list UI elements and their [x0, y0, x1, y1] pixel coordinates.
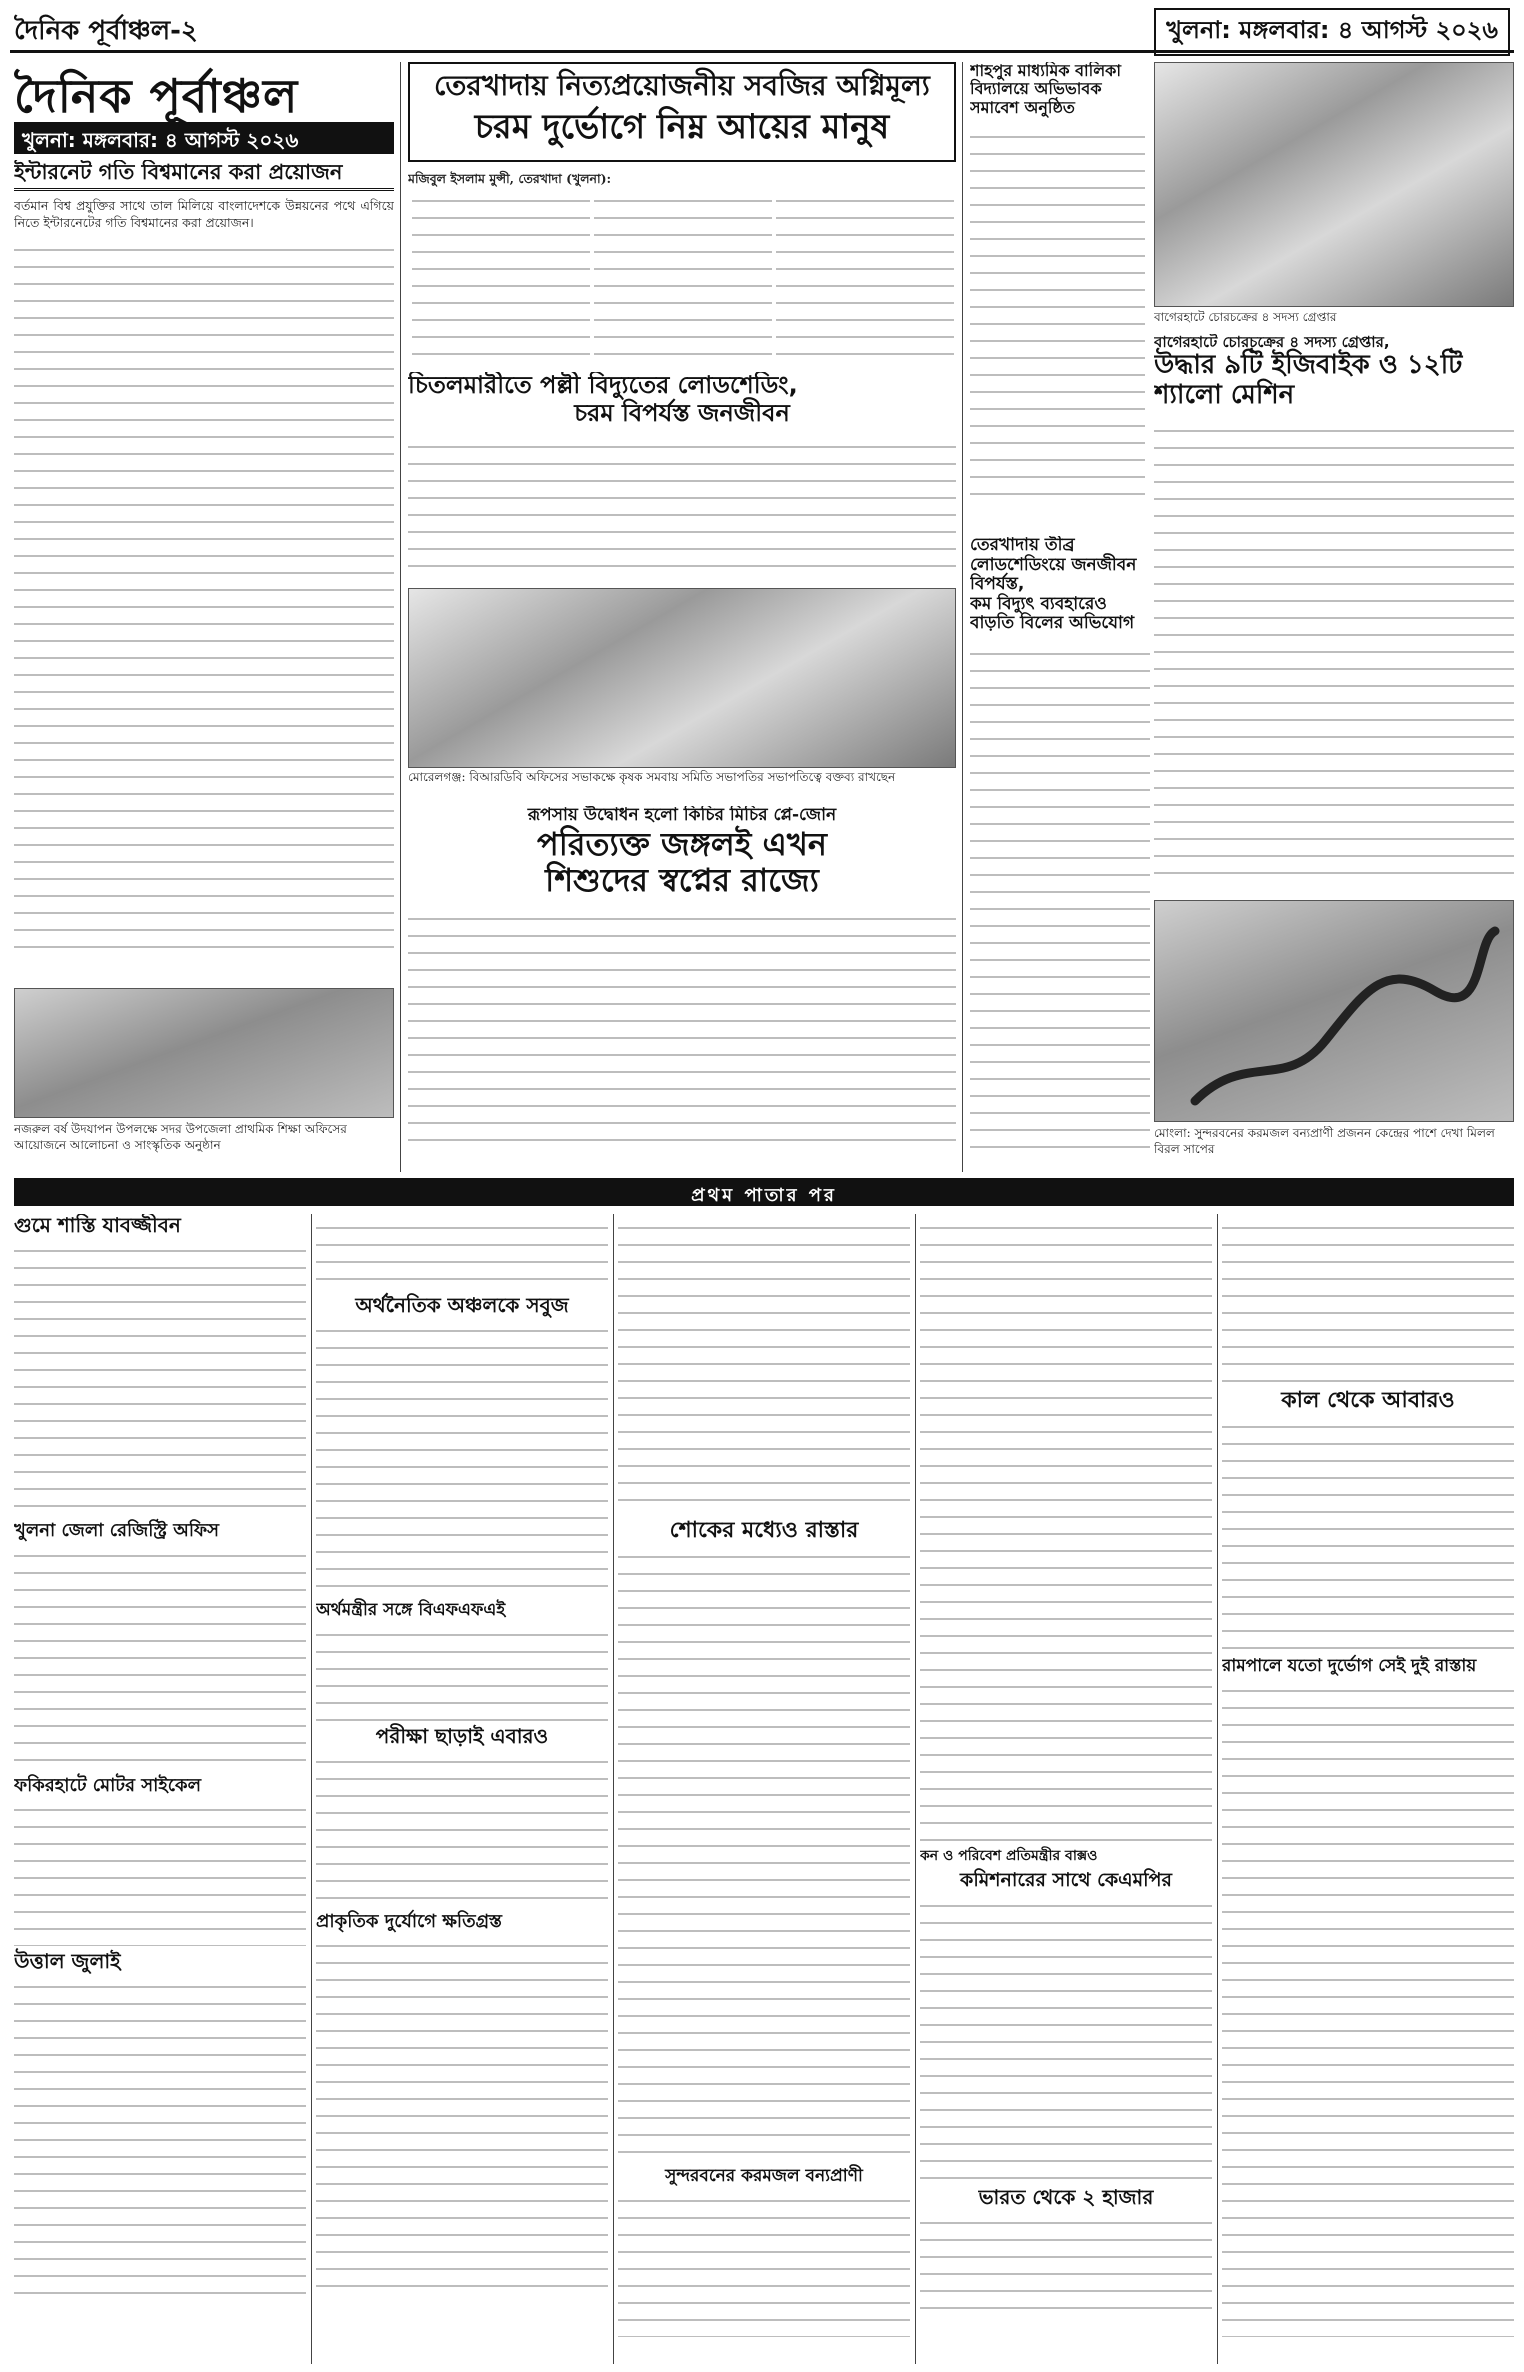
jump-sundarban-text: [618, 2187, 910, 2337]
snake-photo: [1154, 900, 1514, 1122]
section-banner: প্রথম পাতার পর: [14, 1178, 1514, 1206]
lead-headline-line1: তেরখাদায় নিত্যপ্রয়োজনীয় সবজির অগ্নিমূল্য: [434, 69, 930, 102]
jump-income: কন ও পরিবেশ প্রতিমন্ত্রীর বাক্সও: [920, 1848, 1098, 1864]
bagerhat-photo: [1154, 62, 1514, 307]
column-rule: [400, 62, 401, 1172]
playzone-headline-line2: শিশুদের স্বপ্নের রাজ্যে: [545, 861, 819, 900]
playzone-article: [408, 806, 956, 1166]
jump-commission-text: [920, 1892, 1212, 2182]
internet-body-text: [14, 236, 394, 956]
terkhada-load-headline-line2: কম বিদ্যুৎ ব্যবহারেও বাড়তি বিলের অভিযোগ: [970, 593, 1135, 634]
column-rule: [613, 1214, 614, 2364]
playzone-headline-line1: পরিত্যক্ত জঙ্গলই এখন: [537, 824, 827, 863]
jump-column-5-top-text: [1222, 1214, 1514, 1384]
masthead-dateline: খুলনা: মঙ্গলবার: ৪ আগস্ট ২০২৬: [14, 122, 394, 154]
chitalmari-article: [408, 372, 956, 582]
jump-economy-green: অর্থনৈতিক অঞ্চলকে সবুজ: [355, 1293, 569, 1317]
jump-column-4: [920, 1214, 1212, 2364]
masthead-logo: দৈনিক পূর্বাঞ্চল: [14, 69, 299, 122]
nazrul-photo: [14, 988, 394, 1118]
playzone-body-text: [408, 905, 956, 1145]
bagerhat-photo-caption: বাগেরহাটে চোরচক্রের ৪ সদস্য গ্রেপ্তার: [1154, 310, 1337, 324]
jump-life-sentence: গুমে শাস্তি যাবজ্জীবন: [14, 1214, 181, 1237]
lead-headline-line2: চরম দুর্ভোগে নিম্ন আয়ের মানুষ: [474, 107, 890, 148]
shahapur-headline: শাহপুর মাধ্যমিক বালিকা বিদ্যালয়ে অভিভাবক সমাবেশ অনুষ্ঠিত: [970, 62, 1121, 117]
meeting-photo-caption: মোরেলগঞ্জ: বিআরডিবি অফিসের সভাকক্ষে কৃষক সমবায় সমিতি সভাপতির সভাপতিত্বে বক্তব্য রাখছেন: [408, 770, 896, 784]
jump-mourning: শোকের মধ্যেও রাস্তার: [669, 1518, 859, 1543]
terkhada-load-body-text: [970, 640, 1150, 1160]
lead-body-text: [408, 187, 956, 367]
column-rule: [915, 1214, 916, 2364]
jump-uttal-july: উত্তাল জুলাই: [14, 1949, 121, 1974]
internet-headline: ইন্টারনেট গতি বিশ্বমানের করা প্রয়োজন: [14, 160, 394, 191]
jump-fakirhat-text: [14, 1796, 306, 1946]
jump-tomorrow-text: [1222, 1413, 1514, 1653]
jump-rampal: রামপালে যতো দুর্ভোগ সেই দুই রাস্তায়: [1222, 1656, 1477, 1677]
playzone-kicker: রূপসায় উদ্বোধন হলো কিচির মিচির প্লে-জোন: [527, 806, 837, 825]
page-header-date: খুলনা: মঙ্গলবার: ৪ আগস্ট ২০২৬: [1154, 8, 1510, 56]
jump-disaster: প্রাকৃতিক দুর্যোগে ক্ষতিগ্রস্ত: [316, 1910, 503, 1932]
jump-ashtamurti: অর্থমন্ত্রীর সঙ্গে বিএফএফএই: [316, 1600, 506, 1620]
meeting-photo: [408, 588, 956, 768]
chitalmari-headline-line2: চরম বিপর্যস্ত জনজীবন: [574, 398, 790, 427]
jump-disaster-text: [316, 1932, 608, 2302]
column-rule: [1217, 1214, 1218, 2364]
jump-exam-text: [316, 1748, 608, 1908]
jump-column-3: [618, 1214, 910, 2364]
jump-column-1: [14, 1214, 306, 2364]
jump-column-2: [316, 1214, 608, 2364]
jump-uttal-july-text: [14, 1973, 306, 2303]
nazrul-photo-caption: নজরুল বর্ষ উদযাপন উপলক্ষে সদর উপজেলা প্রাথমিক শিক্ষা অফিসের আয়োজনে আলোচনা ও সাংস্কৃতিক অনুষ্ঠান: [14, 1122, 347, 1152]
lead-byline: মজিবুল ইসলাম মুন্সী, তেরখাদা (খুলনা):: [408, 171, 612, 186]
jump-commission: কমিশনারের সাথে কেএমপির: [960, 1869, 1172, 1892]
jump-exam: পরীক্ষা ছাড়াই এবারও: [375, 1723, 549, 1748]
lead-article-body: [408, 170, 956, 370]
jump-tomorrow: কাল থেকে আবারও: [1281, 1388, 1455, 1413]
column-rule: [311, 1214, 312, 2364]
jump-column-5: [1222, 1214, 1514, 2364]
snake-icon: [1155, 901, 1514, 1122]
jump-khulna-registry-text: [14, 1542, 306, 1772]
header-rule: [10, 50, 1514, 53]
bagerhat-article: [1154, 334, 1514, 894]
internet-lead-text: বর্তমান বিশ্ব প্রযুক্তির সাথে তাল মিলিয়ে বাংলাদেশকে উন্নয়নের পথে এগিয়ে নিতে ইন্টারনেটের গতি বিশ্বমানের করা প্রয়োজন।: [14, 198, 394, 231]
snake-photo-caption: মোংলা: সুন্দরবনের করমজল বন্যপ্রাণী প্রজনন কেন্দ্রের পাশে দেখা মিলল বিরল সাপের: [1154, 1126, 1495, 1156]
bagerhat-headline: উদ্ধার ৯টি ইজিবাইক ও ১২টি শ্যালো মেশিন: [1154, 350, 1463, 411]
jump-rampal-text: [1222, 1677, 1514, 2337]
jump-column-2-top-text: [316, 1214, 608, 1294]
jump-khulna-registry: খুলনা জেলা রেজিস্ট্রি অফিস: [14, 1520, 220, 1541]
jump-fakirhat: ফকিরহাটে মোটর সাইকেল: [14, 1774, 201, 1796]
shahapur-body-text: [970, 123, 1145, 503]
terkhada-load-article: [970, 536, 1150, 1166]
jump-ashtamurti-text: [316, 1621, 608, 1721]
chitalmari-headline-line1: চিতলমারীতে পল্লী বিদ্যুতের লোডশেডিং,: [408, 372, 798, 399]
jump-life-sentence-text: [14, 1237, 306, 1517]
jump-sundarban: সুন্দরবনের করমজল বন্যপ্রাণী: [665, 2166, 863, 2187]
jump-india: ভারত থেকে ২ হাজার: [978, 2184, 1154, 2209]
jump-column-4-top-text: [920, 1214, 1212, 1844]
chitalmari-body-text: [408, 433, 956, 573]
shahapur-article: [970, 62, 1145, 532]
lead-headline-box: [408, 62, 956, 162]
internet-article: [14, 160, 394, 980]
bagerhat-kicker: বাগেরহাটে চোরচক্রের ৪ সদস্য গ্রেপ্তার,: [1154, 334, 1390, 351]
jump-mourning-text: [618, 1543, 910, 2163]
page-header-left: দৈনিক পূর্বাঞ্চল-২: [14, 16, 198, 46]
terkhada-load-headline-line1: তেরখাদায় তীব্র লোডশেডিংয়ে জনজীবন বিপর্যস্ত,: [970, 536, 1137, 595]
jump-india-text: [920, 2209, 1212, 2319]
bagerhat-body-text: [1154, 417, 1514, 887]
jump-column-3-top-text: [618, 1214, 910, 1514]
jump-economy-green-text: [316, 1317, 608, 1597]
column-rule: [962, 62, 963, 1172]
